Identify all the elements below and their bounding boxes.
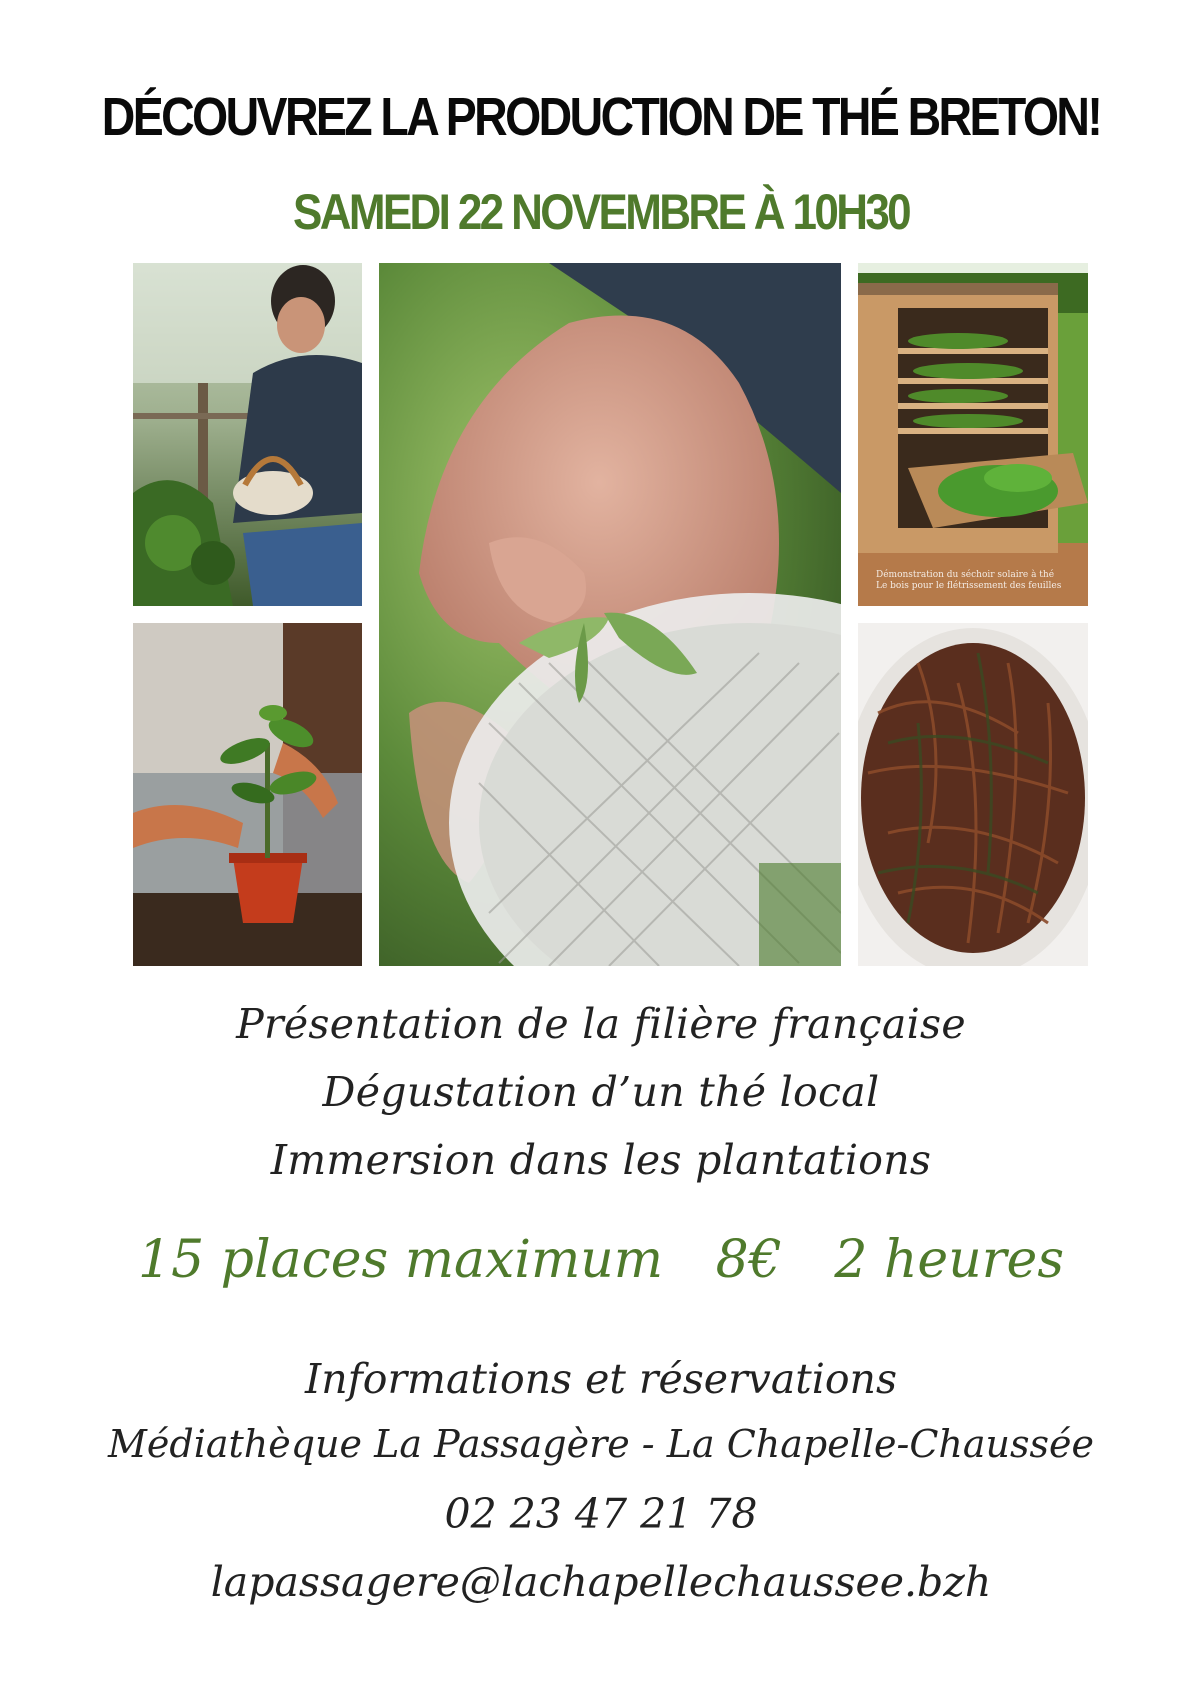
photo-hand-tea-bud: [379, 263, 841, 966]
contact-heading: Informations et réservations: [305, 1355, 897, 1403]
price: 8€: [715, 1230, 782, 1290]
program-line-1: Présentation de la filière française: [236, 1000, 966, 1048]
places-count: 15 places maximum: [137, 1230, 664, 1290]
poster-title: DÉCOUVREZ LA PRODUCTION DE THÉ BRETON!: [101, 87, 1101, 147]
photo-man-harvesting: [133, 263, 362, 606]
program-line-2: Dégustation d’un thé local: [322, 1068, 880, 1116]
program-line-3: Immersion dans les plantations: [270, 1136, 932, 1184]
event-date: SAMEDI 22 NOVEMBRE À 10H30: [292, 184, 910, 240]
duration: 2 heures: [834, 1230, 1065, 1290]
contact-phone: 02 23 47 21 78: [444, 1490, 758, 1538]
contact-email: lapassagere@lachapellechaussee.bzh: [210, 1558, 992, 1606]
contact-venue: Médiathèque La Passagère - La Chapelle-Chaussée: [107, 1422, 1094, 1466]
event-stats: [0, 1230, 1202, 1290]
dryer-caption-line-2: Le bois pour le flétrissement des feuilles: [876, 581, 1062, 591]
photo-dried-tea-leaves: [858, 623, 1088, 966]
photo-planting-pot: [133, 623, 362, 966]
photo-tea-dryer: [858, 263, 1088, 606]
dryer-caption-line-1: Démonstration du séchoir solaire à thé: [876, 570, 1055, 580]
dryer-caption: [876, 570, 1080, 592]
